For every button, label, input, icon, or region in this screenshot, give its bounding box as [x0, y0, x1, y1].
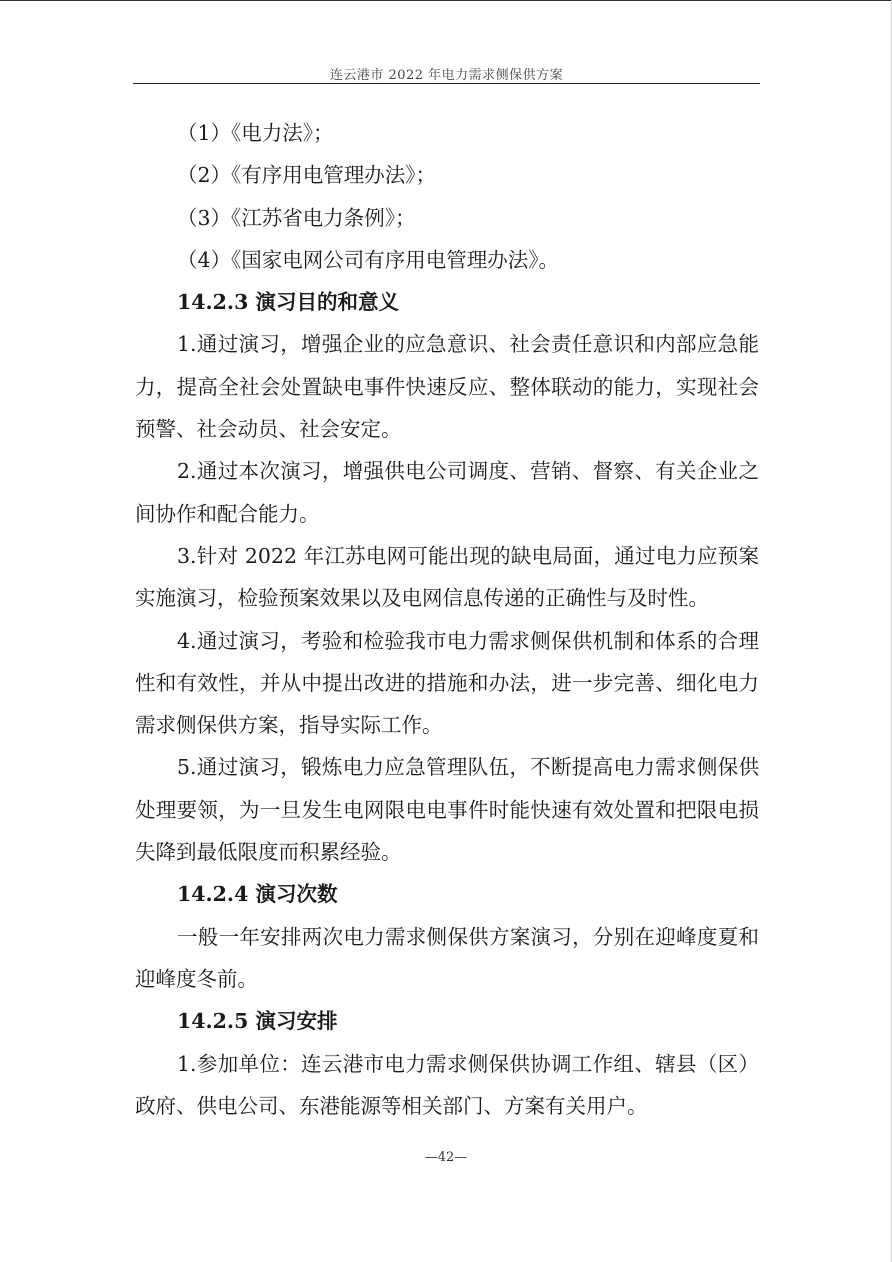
paragraph-line: 一般一年安排两次电力需求侧保供方案演习，分别在迎峰度夏和: [177, 924, 759, 949]
law-item: （1）《电力法》；: [177, 121, 334, 145]
section-heading-14-2-4: 14.2.4 演习次数: [177, 882, 338, 907]
paragraph-line: 1.参加单位：连云港市电力需求侧保供协调工作组、辖县（区）: [177, 1051, 759, 1076]
paragraph-purpose-1: [135, 323, 759, 450]
paragraph-line: 政府、供电公司、东港能源等相关部门、方案有关用户。: [135, 1093, 648, 1118]
header-rule: [133, 83, 760, 84]
page-top-border: [0, 0, 892, 1]
paragraph-line: 实施演习，检验预案效果以及电网信息传递的正确性与及时性。: [135, 586, 709, 611]
paragraph-line: 4.通过演习，考验和检验我市电力需求侧保供机制和体系的合理: [177, 628, 759, 653]
paragraph-purpose-5: [135, 746, 759, 873]
paragraph-drill-frequency: [135, 916, 759, 1001]
paragraph-line: 处理要领，为一旦发生电网限电电事件时能快速有效处置和把限电损: [135, 797, 759, 822]
paragraph-participants: [135, 1043, 759, 1128]
law-item: （4）《国家电网公司有序用电管理办法》。: [177, 247, 560, 272]
section-heading-14-2-3: 14.2.3 演习目的和意义: [177, 290, 399, 315]
paragraph-line: 需求侧保供方案，指导实际工作。: [135, 713, 443, 738]
paragraph-line: 迎峰度冬前。: [135, 966, 258, 991]
paragraph-line: 3.针对 2022 年江苏电网可能出现的缺电局面，通过电力应预案: [177, 543, 759, 568]
paragraph-line: 性和有效性，并从中提出改进的措施和办法，进一步完善、细化电力: [135, 670, 759, 695]
paragraph-line: 预警、社会动员、社会安定。: [135, 417, 402, 442]
paragraph-purpose-2: [135, 450, 759, 535]
document-body: [135, 112, 759, 1127]
paragraph-line: 力，提高全社会处置缺电事件快速反应、整体联动的能力，实现社会: [135, 374, 759, 399]
running-header: 连云港市 2022 年电力需求侧保供方案: [329, 68, 564, 83]
section-heading-14-2-5: 14.2.5 演习安排: [177, 1009, 338, 1034]
paragraph-line: 间协作和配合能力。: [135, 501, 320, 526]
law-item: （3）《江苏省电力条例》；: [177, 205, 416, 230]
paragraph-line: 5.通过演习，锻炼电力应急管理队伍，不断提高电力需求侧保供: [177, 755, 759, 780]
paragraph-purpose-3: [135, 535, 759, 620]
paragraph-line: 1.通过演习，增强企业的应急意识、社会责任意识和内部应急能: [177, 332, 759, 357]
page-number: —42—: [424, 1150, 468, 1165]
paragraph-purpose-4: [135, 620, 759, 747]
paragraph-line: 失降到最低限度而积累经验。: [135, 840, 402, 865]
law-item: （2）《有序用电管理办法》；: [177, 163, 437, 188]
paragraph-line: 2.通过本次演习，增强供电公司调度、营销、督察、有关企业之: [177, 459, 759, 484]
